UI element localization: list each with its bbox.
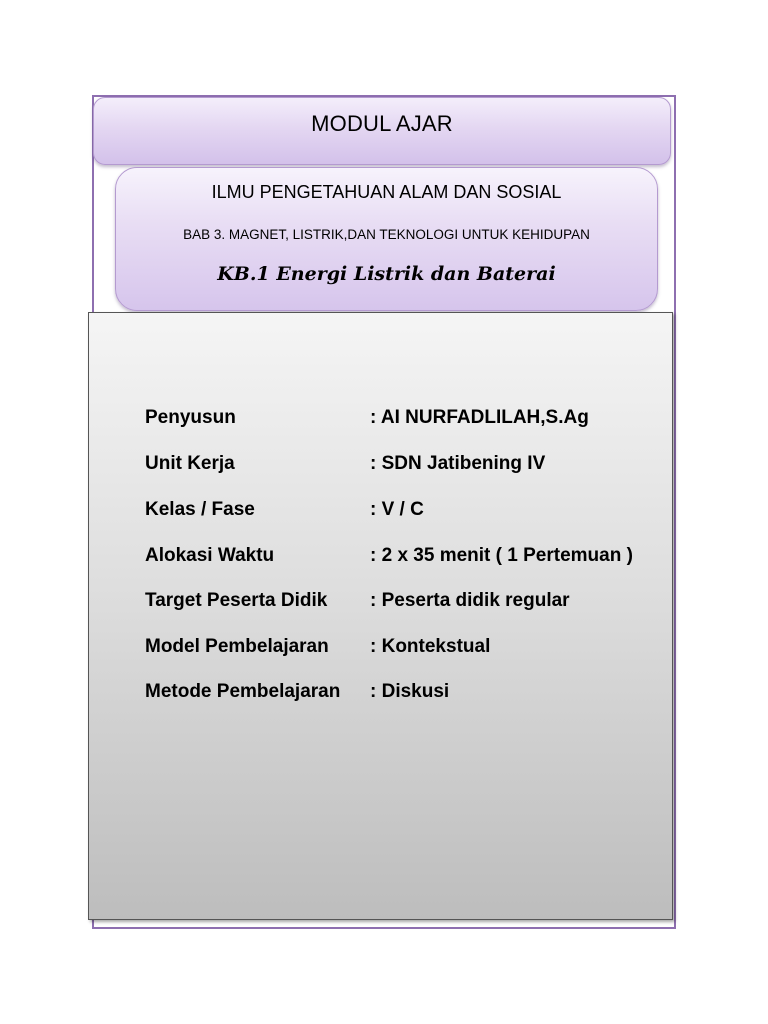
info-row-alokasi-waktu bbox=[89, 545, 672, 573]
info-value: : Kontekstual bbox=[370, 636, 491, 657]
info-label: Penyusun bbox=[145, 407, 236, 428]
info-row-unit-kerja bbox=[89, 453, 672, 481]
info-label: Target Peserta Didik bbox=[145, 590, 328, 611]
title-banner bbox=[93, 97, 671, 165]
info-value: : SDN Jatibening IV bbox=[370, 453, 546, 474]
info-value: : Peserta didik regular bbox=[370, 590, 570, 611]
info-value: : AI NURFADLILAH,S.Ag bbox=[370, 407, 589, 428]
chapter-title: BAB 3. MAGNET, LISTRIK,DAN TEKNOLOGI UNTUK KEHIDUPAN bbox=[183, 227, 590, 242]
subject-title: ILMU PENGETAHUAN ALAM DAN SOSIAL bbox=[211, 182, 562, 202]
info-panel bbox=[88, 312, 673, 920]
info-value: : Diskusi bbox=[370, 681, 450, 702]
info-label: Model Pembelajaran bbox=[145, 636, 329, 657]
info-row-metode-pembelajaran bbox=[89, 681, 672, 709]
info-row-model-pembelajaran bbox=[89, 636, 672, 664]
info-row-penyusun bbox=[89, 407, 672, 435]
lesson-title: KB.1 Energi Listrik dan Baterai bbox=[217, 263, 556, 285]
info-label: Unit Kerja bbox=[145, 453, 235, 474]
info-value: : V / C bbox=[370, 499, 424, 520]
info-value: : 2 x 35 menit ( 1 Pertemuan ) bbox=[370, 545, 633, 566]
info-label: Kelas / Fase bbox=[145, 499, 255, 520]
info-label: Alokasi Waktu bbox=[145, 545, 275, 566]
info-label: Metode Pembelajaran bbox=[145, 681, 341, 702]
document-title: MODUL AJAR bbox=[311, 111, 453, 136]
info-row-target-peserta-didik bbox=[89, 590, 672, 618]
info-row-kelas-fase bbox=[89, 499, 672, 527]
subject-banner bbox=[115, 167, 658, 311]
